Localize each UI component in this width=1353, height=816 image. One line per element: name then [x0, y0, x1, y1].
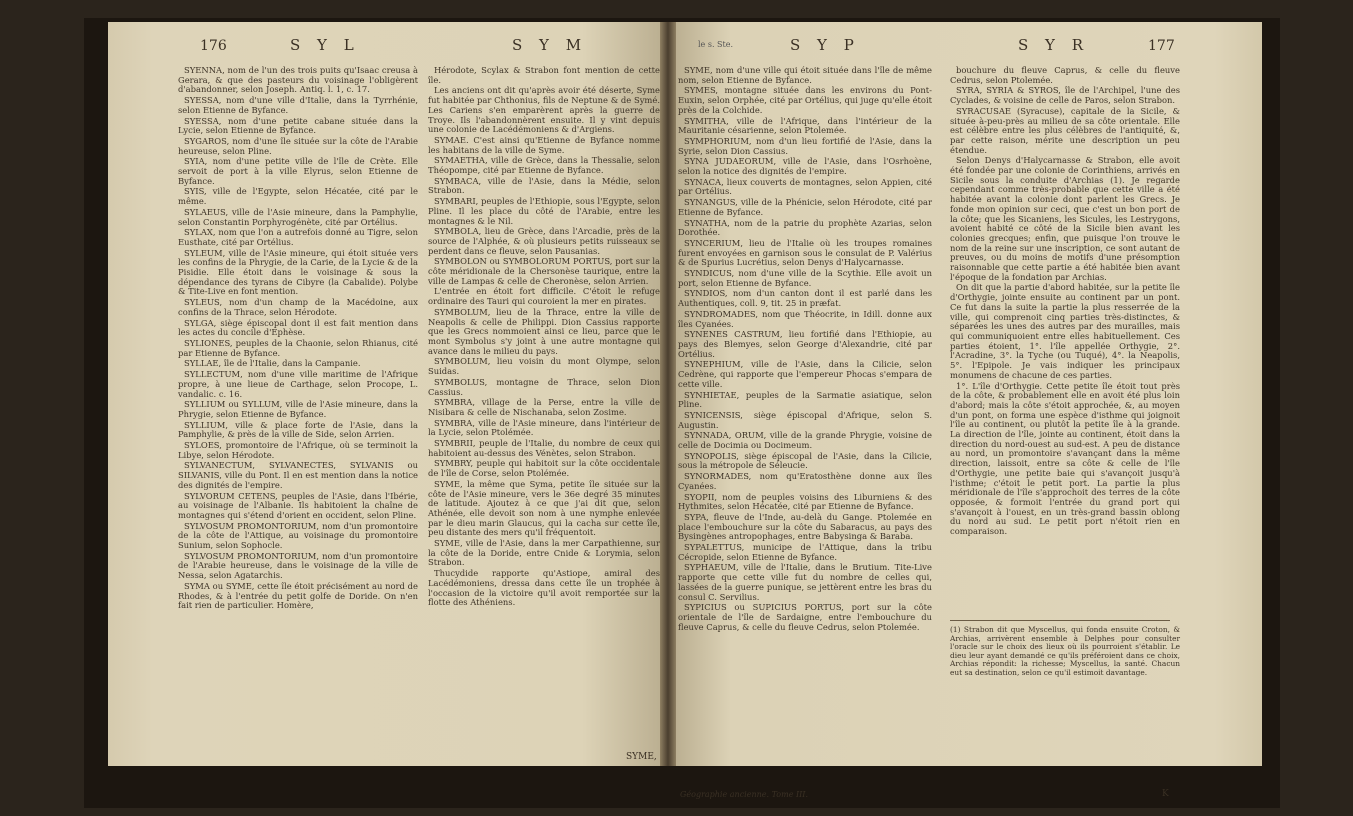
- dictionary-entry: SYRACUSAE (Syracuse), capitale de la Sicile, & située à-peu-près au milieu de sa côte orientale. Elle est célèbre entre les plus célèbres de l'antiquité, &, par cette raison, mérite une description un peu étendue.: [950, 105, 1180, 155]
- dictionary-entry: SYPHAEUM, ville de l'Italie, dans le Brutium. Tite-Live rapporte que cette ville fut du nombre de celles qui, lassées de la guerre punique, se jettèrent entre les bras du consul C. Servilius.: [678, 562, 932, 602]
- dictionary-entry: SYNENES CASTRUM, lieu fortifié dans l'Ethiopie, au pays des Blemyes, selon George d'Alexandrie, cité par Ortélius.: [678, 329, 932, 359]
- dictionary-entry: SYMES, montagne située dans les environs du Pont-Euxin, selon Orphée, cité par Ortélius, qui juge qu'elle étoit près de la Colchide.: [678, 85, 932, 115]
- dictionary-entry: SYMBRII, peuple de l'Italie, du nombre de ceux qui habitoient au-dessus des Vénètes, selon Strabon.: [428, 438, 660, 458]
- dictionary-entry: SYLVANECTUM, SYLVANECTES, SYLVANIS ou SILVANIS, ville du Pont. Il en est mention dans la notice des dignités de l'empire.: [178, 460, 418, 490]
- dictionary-entry: SYNICENSIS, siège épiscopal d'Afrique, selon S. Augustin.: [678, 409, 932, 430]
- dictionary-entry: SYLAX, nom que l'on a autrefois donné au Tigre, selon Eusthate, cité par Ortélius.: [178, 227, 418, 247]
- dictionary-entry: SYIS, ville de l'Egypte, selon Hécatée, cité par le même.: [178, 186, 418, 207]
- dictionary-entry: SYNEPHIUM, ville de l'Asie, dans la Cilicie, selon Cedrène, qui rapporte que l'empereur Phocas s'empara de cette ville.: [678, 359, 932, 389]
- right-running-head: S Y P: [790, 36, 860, 54]
- dictionary-entry: SYMAE. C'est ainsi qu'Etienne de Byfance nomme les habitans de la ville de Syme.: [428, 134, 660, 155]
- dictionary-entry: SYOPII, nom de peuples voisins des Liburniens & des Hythmites, selon Hécatée, cité par Etienne de Byfance.: [678, 491, 932, 512]
- left-running-head-2: S Y M: [512, 36, 588, 54]
- dictionary-entry: SYMBOLUM, lieu voisin du mont Olympe, selon Suidas.: [428, 356, 660, 377]
- dictionary-entry: SYPA, fleuve de l'Inde, au-delà du Gange. Ptolemée en place l'embouchure sur la côte du Sabaracus, au pays des Bysingènes antropophages, entre Babysinga & Baraba.: [678, 511, 932, 542]
- dictionary-entry: SYGAROS, nom d'une île située sur la côte de l'Arabie heureuse, selon Pline.: [178, 135, 418, 156]
- dictionary-entry: SYMAETHA, ville de Grèce, dans la Thessalie, selon Théopompe, cité par Etienne de Byfance.: [428, 155, 660, 176]
- footnote-rule: [950, 620, 1170, 621]
- dictionary-entry: SYNACA, lieux couverts de montagnes, selon Appien, cité par Ortélius.: [678, 176, 932, 197]
- left-catchword: SYME,: [626, 752, 657, 762]
- dictionary-entry: bouchure du fleuve Caprus, & celle du fleuve Cedrus, selon Ptolemée.: [950, 65, 1180, 85]
- dictionary-entry: SYMA ou SYME, cette île étoit précisément au nord de Rhodes, & à l'entrée du petit golfe de Doride. On n'en fait rien de particulier. Homère,: [178, 580, 418, 611]
- dictionary-entry: Thucydide rapporte qu'Astiope, amiral des Lacédémoniens, dressa dans cette île un trophée à l'occasion de la victoire qu'il avoit remportée sur la flotte des Athéniens.: [428, 568, 660, 608]
- dictionary-entry: SYMBARI, peuples de l'Ethiopie, sous l'Egypte, selon Pline. Il les place du côté de l'Arabie, entre les montagnes & le Nil.: [428, 196, 660, 226]
- dictionary-entry: SYME, ville de l'Asie, dans la mer Carpathienne, sur la côte de la Doride, entre Cnide & Lorymia, selon Strabon.: [428, 538, 660, 568]
- right-column-1: [678, 66, 932, 633]
- dictionary-entry: SYLVORUM CETENS, peuples de l'Asie, dans l'Ibérie, au voisinage de l'Albanie. Ils habitoient la chaîne de montagnes qui s'étend d'orient en occident, selon Pline.: [178, 490, 418, 520]
- dictionary-entry: SYNATHA, nom de la patrie du prophète Azarias, selon Dorothée.: [678, 217, 932, 238]
- right-running-head-2: S Y R: [1018, 36, 1090, 54]
- dictionary-entry: SYMBOLUS, montagne de Thrace, selon Dion Cassius.: [428, 376, 660, 397]
- dictionary-entry: SYNDICUS, nom d'une ville de la Scythie. Elle avoit un port, selon Etienne de Byfance.: [678, 268, 932, 288]
- left-column-2: [428, 66, 660, 609]
- dictionary-entry: SYMBRA, village de la Perse, entre la ville de Nisibara & celle de Nischanaba, selon Zosime.: [428, 397, 660, 417]
- dictionary-entry: SYMITHA, ville de l'Afrique, dans l'intérieur de la Mauritanie césarienne, selon Ptolemée.: [678, 115, 932, 136]
- dictionary-entry: Hérodote, Scylax & Strabon font mention de cette île.: [428, 65, 660, 85]
- dictionary-entry: SYLEUS, nom d'un champ de la Macédoine, aux confins de la Thrace, selon Hérodote.: [178, 297, 418, 317]
- book-gutter: [660, 22, 676, 766]
- dictionary-entry: SYNNADA, ORUM, ville de la grande Phrygie, voisine de celle de Docimia ou Docimeum.: [678, 430, 932, 451]
- dictionary-entry: SYNDROMADES, nom que Théocrite, in Idill. donne aux îles Cyanées.: [678, 308, 932, 329]
- dictionary-entry: SYLLAE, île de l'Italie, dans la Campanie.: [184, 358, 361, 369]
- dictionary-entry: SYENNA, nom de l'un des trois puits qu'Isaac creusa à Gerara, & que des pasteurs du voisinage l'obligèrent d'abandonner, selon Joseph. Antiq. l. 1, c. 17.: [178, 65, 418, 95]
- dictionary-entry: On dit que la partie d'abord habitée, sur la petite île d'Orthygie, jointe ensuite au continent par un pont. Ce fut dans la suite la partie la plus resserrée de la ville, qui comprenoit cinq parties très-distinctes, & séparées les unes des autres par des murailles, mais qui communiquoient entre elles habituellement. Ces parties étoient, 1°. l'île appellée Orthygie, 2°. l'Acradine, 3°. la Tyche (ou Tuqué), 4°. la Neapolis, 5°. l'Epipole. Je vais indiquer les principaux monumens de chacune de ces parties.: [950, 282, 1180, 380]
- dictionary-entry: SYLAEUS, ville de l'Asie mineure, dans la Pamphylie, selon Constantin Porphyrogénète, cité par Ortélius.: [178, 206, 418, 227]
- dictionary-entry: SYMBRY, peuple qui habitoit sur la côte occidentale de l'île de Corse, selon Ptolémée.: [428, 458, 660, 479]
- dictionary-entry: SYNDIOS, nom d'un canton dont il est parlé dans les Authentiques, coll. 9, tit. 25 in præfat.: [678, 288, 932, 309]
- dictionary-entry: SYNOPOLIS, siège épiscopal de l'Asie, dans la Cilicie, sous la métropole de Séleucie.: [678, 450, 932, 471]
- dictionary-entry: SYLLECTUM, nom d'une ville maritime de l'Afrique propre, à une lieue de Carthage, selon Procope, L. vandalic. c. 16.: [178, 369, 418, 399]
- dictionary-entry: SYLOES, promontoire de l'Afrique, où se terminoit la Libye, selon Hérodote.: [178, 440, 418, 460]
- dictionary-entry: SYIA, nom d'une petite ville de l'île de Crète. Elle servoit de port à la ville Elyrus, selon Etienne de Byfance.: [178, 156, 418, 186]
- dictionary-entry: SYPALETTUS, municipe de l'Attique, dans la tribu Cécropide, selon Etienne de Byfance.: [678, 542, 932, 562]
- dictionary-entry: Selon Denys d'Halycarnasse & Strabon, elle avoit été fondée par une colonie de Corinthiens, arrivés en Sicile sous la conduite d'Archias (1). Je regarde cependant comme très-probable que cette ville a été habitée avant la colonie dont parlent les Grecs. Je fonde mon opinion sur ceci, que c'est un bon port de la côte; que les Sicaniens, les Sicules, les Lestrygons, avoient habité ce côté de la Sicile bien avant les colonies grecques; enfin, que puisque l'on trouve le nom de la reine sur une inscription, ce sont autant de preuves, ou du moins de motifs d'une présomption raisonnable que cette partie a été habitée bien avant l'époque de la fondation par Archias.: [950, 155, 1180, 282]
- dictionary-entry: SYESSA, nom d'une petite cabane située dans la Lycie, selon Etienne de Byfance.: [178, 115, 418, 136]
- dictionary-entry: SYMBOLUM, lieu de la Thrace, entre la ville de Neapolis & celle de Philippi. Dion Cassius rapporte que les Grecs nommoient ainsi ce lieu, parce que le mont Symbolus s'y joint à une autre montagne qui avance dans le milieu du pays.: [428, 306, 660, 356]
- handwritten-note: le s. Ste.: [698, 40, 733, 49]
- dictionary-entry: SYNANGUS, ville de la Phénicie, selon Hérodote, cité par Etienne de Byfance.: [678, 197, 932, 217]
- dictionary-entry: SYLEUM, ville de l'Asie mineure, qui étoit située vers les confins de la Phrygie, de la Carie, de la Lycie & de la Pisidie. Elle étoit dans le voisinage & sous la dépendance des tyrans de Cibyre (la Cabalide). Polybe & Tite-Live en font mention.: [178, 247, 418, 297]
- dictionary-entry: Les anciens ont dit qu'après avoir été déserte, Syme fut habitée par Chthonius, fils de Neptune & de Symé. Les Cariens s'en emparèrent après la guerre de Troye. Ils l'abandonnèrent ensuite. Il y vint depuis une colonie de Lacédémoniens & d'Argiens.: [428, 85, 660, 135]
- right-column-2: [950, 66, 1180, 538]
- dictionary-entry: L'entrée en étoit fort difficile. C'étoit le refuge ordinaire des Tauri qui couroient la mer en pirates.: [428, 286, 660, 307]
- dictionary-entry: 1°. L'île d'Orthygie. Cette petite île étoit tout près de la côte, & probablement elle en avoit été plus loin d'abord; mais la côte s'étoit approchée, &, au moyen d'un pont, on forma une espèce d'isthme qui joignoit l'île au continent, ou plutôt la petite île à la grande. La direction de l'île, jointe au continent, étoit dans la direction du nord-ouest au sud-est. A peu de distance au nord, un promontoire s'avançant dans la même direction, laissoit, entre sa côte & celle de l'île d'Orthygie, une petite baie qui s'avançoit jusqu'à l'isthme; c'étoit le petit port. La partie la plus méridionale de l'île s'approchoit des terres de la côte opposée, & formoit l'entrée du grand port qui s'avançoit à l'ouest, en un très-grand bassin oblong du nord au sud. Le petit port n'étoit rien en comparaison.: [950, 380, 1180, 537]
- dictionary-entry: SYNORMADES, nom qu'Eratosthène donne aux îles Cyanées.: [678, 471, 932, 491]
- signature-line: Géographie ancienne. Tome III.: [680, 790, 809, 799]
- left-running-head: S Y L: [290, 36, 360, 54]
- dictionary-entry: SYMPHORIUM, nom d'un lieu fortifié de l'Asie, dans la Syrie, selon Dion Cassius.: [678, 135, 932, 156]
- dictionary-entry: SYMBACA, ville de l'Asie, dans la Médie, selon Strabon.: [428, 175, 660, 196]
- dictionary-entry: SYNHIETAE, peuples de la Sarmatie asiatique, selon Pline.: [678, 389, 932, 410]
- left-column-1: [178, 66, 418, 612]
- dictionary-entry: SYRA, SYRIA & SYROS, île de l'Archipel, l'une des Cyclades, & voisine de celle de Paros, selon Strabon.: [950, 85, 1180, 106]
- dictionary-entry: SYLGA, siège épiscopal dont il est fait mention dans les actes du concile d'Ephèse.: [178, 317, 418, 338]
- dictionary-entry: SYMBOLON ou SYMBOLORUM PORTUS, port sur la côte méridionale de la Chersonèse taurique, entre la ville de Lampas & celle de Cheronèse, selon Arrien.: [428, 256, 660, 286]
- dictionary-entry: SYNA JUDAEORUM, ville de l'Asie, dans l'Osrhoène, selon la notice des dignités de l'empire.: [678, 156, 932, 177]
- dictionary-entry: SYNCERIUM, lieu de l'Italie où les troupes romaines furent envoyées en garnison sous le consulat de P. Valérius & de Spurius Lucrétius, selon Denys d'Halycarnasse.: [678, 237, 932, 268]
- footnote: (1) Strabon dit que Myscellus, qui fonda ensuite Croton, & Archias, arrivèrent ensemble à Delphes pour consulter l'oracle sur le choix des lieux où ils pourroient s'établir. Le dieu leur ayant demandé ce qu'ils préféroient dans ce choix, Archias répondit: la richesse; Myscellus, la santé. Chacun eut sa destination, selon ce qu'il estimoit davantage.: [950, 625, 1180, 677]
- right-page-number: 177: [1148, 38, 1175, 54]
- left-page-number: 176: [200, 38, 227, 54]
- dictionary-entry: SYME, la même que Syma, petite île située sur la côte de l'Asie mineure, vers le 36e degré 35 minutes de latitude. Ajoutez à ce que j'ai dit que, selon Athénée, elle devoit son nom à une nymphe enlevée par le dieu marin Glaucus, qui la cacha sur cette île, peu distante des mers qu'il fréquentoit.: [428, 478, 660, 538]
- dictionary-entry: SYLIONES, peuples de la Chaonie, selon Rhianus, cité par Etienne de Byfance.: [178, 337, 418, 358]
- dictionary-entry: SYLLIUM, ville & place forte de l'Asie, dans la Pamphylie, & près de la ville de Side, selon Arrien.: [178, 419, 418, 440]
- dictionary-entry: SYME, nom d'une ville qui étoit située dans l'île de même nom, selon Etienne de Byfance.: [678, 65, 932, 85]
- dictionary-entry: SYMBOLA, lieu de Grèce, dans l'Arcadie, près de la source de l'Alphée, & où plusieurs petits ruisseaux se perdent dans ce fleuve, selon Pausanias.: [428, 226, 660, 256]
- dictionary-entry: SYLVOSUM PROMONTORIUM, nom d'un promontoire de l'Arabie heureuse, dans le voisinage de la ville de Nessa, selon Agatarchis.: [178, 550, 418, 581]
- dictionary-entry: SYMBRA, ville de l'Asie mineure, dans l'intérieur de la Lycie, selon Ptolémée.: [428, 417, 660, 438]
- right-catchword: K: [1162, 789, 1169, 799]
- dictionary-entry: SYLLIUM ou SYLLUM, ville de l'Asie mineure, dans la Phrygie, selon Etienne de Byfance.: [178, 399, 418, 419]
- dictionary-entry: SYESSA, nom d'une ville d'Italie, dans la Tyrrhénie, selon Etienne de Byfance.: [178, 95, 418, 115]
- dictionary-entry: SYLVOSUM PROMONTORIUM, nom d'un promontoire de la côte de l'Attique, au voisinage du promontoire Sunium, selon Sophocle.: [178, 520, 418, 551]
- dictionary-entry: SYPICIUS ou SUPICIUS PORTUS, port sur la côte orientale de l'île de Sardaigne, entre l'embouchure du fleuve Caprus, & celle du fleuve Cedrus, selon Ptolemée.: [678, 602, 932, 632]
